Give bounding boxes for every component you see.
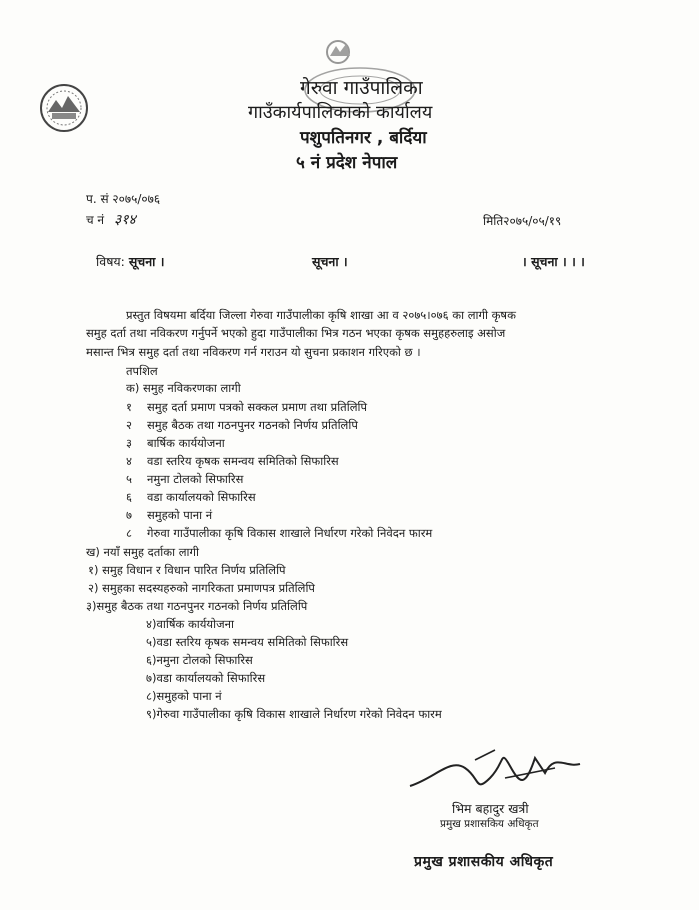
- letter-number: [86, 190, 160, 207]
- subject-right: । सूचना । । ।: [522, 254, 585, 269]
- section-a-item: ४ वडा स्तरिय कृषक समन्वय समितिको सिफारिस: [126, 454, 339, 468]
- letter-number-value: २०७५/०७६: [112, 192, 161, 206]
- section-b-heading: ख) नयाँ समुह दर्ताका लागी: [86, 545, 199, 559]
- dispatch-number: [86, 210, 136, 229]
- subject-center: सूचना ।: [312, 254, 348, 269]
- subject-label: विषय:: [96, 254, 125, 269]
- subject-left: [96, 253, 165, 270]
- office-name: गाउँकार्यपालिकाको कार्यालय: [248, 102, 433, 123]
- section-a-item: ८ गेरुवा गाउँपालीका कृषि विकास शाखाले निर्धारण गरेको निवेदन फारम: [126, 526, 433, 540]
- letter-number-label: प. सं: [86, 192, 109, 206]
- section-b-item: ४)वार्षिक कार्ययोजना: [146, 617, 234, 631]
- section-a-item: ५ नमुना टोलको सिफारिस: [126, 472, 244, 486]
- section-b-item: ९)गेरुवा गाउँपालीका कृषि विकास शाखाले निर्धारण गरेको निवेदन फारम: [146, 707, 442, 721]
- dispatch-number-label: च नं: [86, 213, 105, 227]
- section-b-item: ८)समुहको पाना नं: [146, 689, 222, 703]
- body-line-2: समुह दर्ता तथा नविकरण गर्नुपर्ने भएको हुदा गाउँपालीका भित्र गठन भएका कृषक समुहहरुलाइ असोज: [86, 326, 506, 340]
- nepal-emblem-icon: [38, 82, 90, 134]
- province-name: ५ नं प्रदेश नेपाल: [296, 153, 398, 173]
- section-b-item: ७)वडा कार्यालयको सिफारिस: [146, 671, 266, 685]
- subject-value: सूचना ।: [128, 254, 165, 269]
- signatory-title: प्रमुख प्रशासकिय अधिकृत: [440, 818, 539, 830]
- date-label: मिति: [483, 214, 504, 228]
- official-stamp: प्रमुख प्रशासकीय अधिकृत: [414, 854, 554, 870]
- body-line-3: मसान्त भित्र समुह दर्ता तथा नविकरण गर्न गराउन यो सुचना प्रकाशन गरिएको छ ।: [86, 345, 421, 359]
- signatory-name: भिम बहादुर खत्री: [452, 801, 529, 816]
- section-a-item: ३ बार्षिक कार्ययोजना: [126, 436, 225, 450]
- section-b-item: २) समुहका सदस्यहरुको नागरिकता प्रमाणपत्र प्रतिलिपि: [88, 581, 315, 595]
- section-b-item: ५)वडा स्तरिय कृषक समन्वय समितिको सिफारिस: [146, 635, 349, 649]
- body-line-1: प्रस्तुत विषयमा बर्दिया जिल्ला गेरुवा गाउँपालीका कृषि शाखा आ व २०७५।०७६ का लागी कृषक: [126, 308, 516, 322]
- section-b-item: ३)समुह बैठक तथा गठनपुनर गठनको निर्णय प्रतिलिपि: [86, 599, 308, 613]
- section-a-item: ७ समुहको पाना नं: [126, 508, 213, 522]
- date-value: २०७५/०५/१९: [503, 214, 562, 228]
- section-b-item: ६)नमुना टोलको सिफारिस: [146, 653, 253, 667]
- handwritten-signature-icon: [405, 738, 585, 798]
- section-b-item: १) समुह विधान र विधान पारित निर्णय प्रतिलिपि: [88, 563, 286, 577]
- dispatch-number-value: ३१४: [113, 212, 136, 228]
- section-a-item: २ समुह बैठक तथा गठनपुनर गठनको निर्णय प्रतिलिपि: [126, 418, 358, 432]
- section-a-item: १ समुह दर्ता प्रमाण पत्रको सक्कल प्रमाण तथा प्रतिलिपि: [126, 400, 368, 414]
- details-intro: तपशिल: [126, 364, 158, 378]
- municipality-name: गेरुवा गाउँपालिका: [300, 77, 423, 99]
- section-a-heading: क) समुह नविकरणका लागी: [126, 381, 241, 395]
- letter-date: [483, 212, 561, 229]
- section-a-item: ६ वडा कार्यालयको सिफारिस: [126, 490, 256, 504]
- office-address: पशुपतिनगर , बर्दिया: [300, 128, 427, 148]
